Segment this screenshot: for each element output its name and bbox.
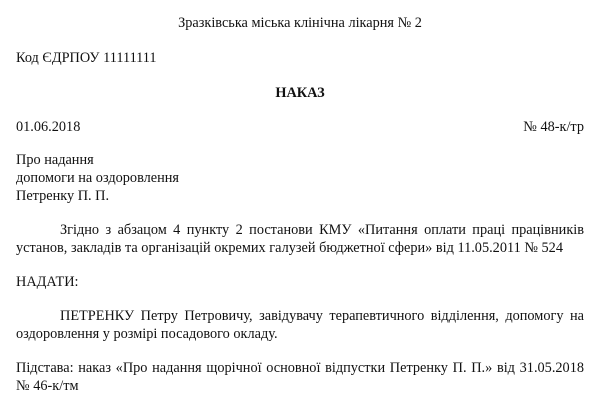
order-number: № 48-к/тр [523, 119, 584, 135]
order-directive: НАДАТИ: [16, 274, 79, 290]
subject-line: допомоги на оздоровлення [16, 170, 179, 186]
edrpou-code: Код ЄДРПОУ 11111111 [16, 50, 157, 66]
organization-name: Зразківська міська клінічна лікарня № 2 [178, 15, 422, 31]
order-text-paragraph: ПЕТРЕНКУ Петру Петровичу, завідувачу терапевтичного відділення, допомогу на оздоровлення у розмірі посадового окладу. [16, 308, 584, 342]
subject-line: Про надання [16, 152, 94, 168]
order-date: 01.06.2018 [16, 119, 81, 135]
order-subject [16, 151, 584, 205]
preamble-paragraph: Згідно з абзацом 4 пункту 2 постанови КМУ «Питання оплати праці працівників установ, закладів та організацій окремих галузей бюджетної сфери» від 11.05.2011 № 524 [16, 222, 584, 256]
basis-paragraph [16, 359, 584, 395]
basis-line: № 46-к/тм [16, 378, 79, 394]
document-title: НАКАЗ [275, 85, 325, 101]
subject-line: Петренку П. П. [16, 188, 110, 204]
basis-line: Підстава: наказ «Про надання щорічної основної відпустки Петренку П. П.» від 31.05.2018 [16, 360, 584, 376]
